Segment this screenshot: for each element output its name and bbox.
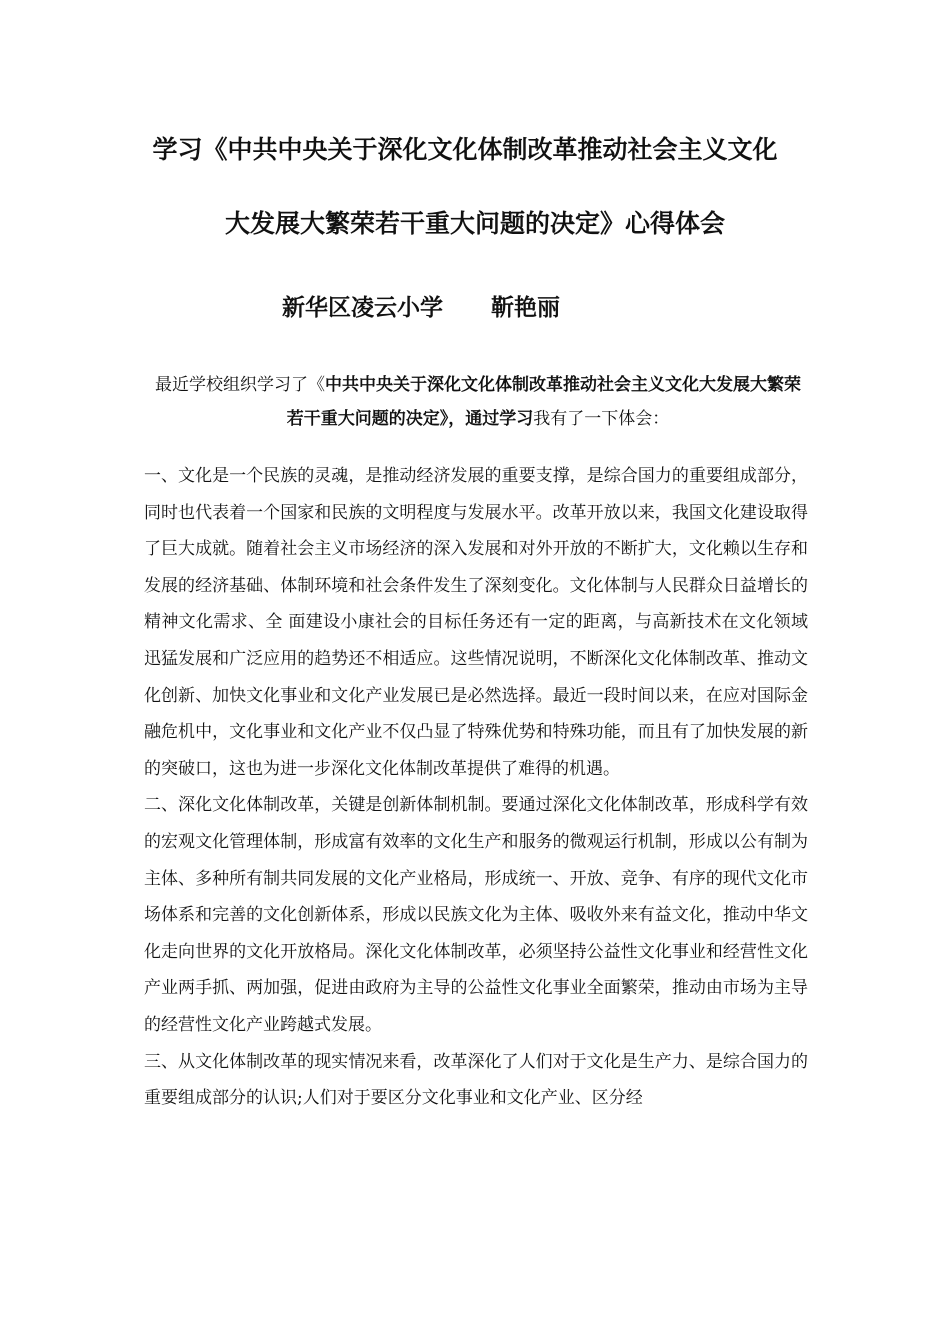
document-title-line-2: 大发展大繁荣若干重大问题的决定》心得体会 [224, 209, 725, 238]
byline [282, 293, 560, 323]
body-paragraph-1: 一、文化是一个民族的灵魂，是推动经济发展的重要支撑，是综合国力的重要组成部分，同时也代表着一个国家和民族的文明程度与发展水平。改革开放以来，我国文化建设取得了巨大成就。随着社会主义市场经济的深入发展和对外开放的不断扩大，文化赖以生存和发展的经济基础、体制环境和社会条件发生了深刻变化。文化体制与人民群众日益增长的精神文化需求、全 面建设小康社会的目标任务还有一定的距离，与高新技术在文化领域迅猛发展和广泛应用的趋势还不相适应。这些情况说明，不断深化文化体制改革、推动文化创新、加快文化事业和文化产业发展已是必然选择。最近一段时间以来，在应对国际金融危机中，文化事业和文化产业不仅凸显了特殊优势和特殊功能，而且有了加快发展的新的突破口，这也为进一步深化文化体制改革提供了难得的机遇。 [144, 466, 808, 779]
body-paragraph-2: 二、深化文化体制改革，关键是创新体制机制。要通过深化文化体制改革，形成科学有效的宏观文化管理体制，形成富有效率的文化生产和服务的微观运行机制，形成以公有制为主体、多种所有制共同发展的文化产业格局，形成统一、开放、竞争、有序的现代文化市场体系和完善的文化创新体系，形成以民族文化为主体、吸收外来有益文化，推动中华文化走向世界的文化开放格局。深化文化体制改革，必须坚持公益性文化事业和经营性文化产业两手抓、两加强，促进由政府为主导的公益性文化事业全面繁荣，推动由市场为主导的经营性文化产业跨越式发展。 [144, 795, 808, 1035]
body-text [144, 458, 808, 1117]
intro-prefix: 最近学校组织学习了《 [155, 375, 325, 395]
body-paragraph-3: 三、从文化体制改革的现实情况来看，改革深化了人们对于文化是生产力、是综合国力的重要组成部分的认识;人们对于要区分文化事业和文化产业、区分经 [144, 1051, 808, 1109]
intro-suffix: 我有了一下体会： [533, 409, 670, 429]
byline-school: 新华区凌云小学 [282, 295, 443, 321]
byline-author: 靳艳丽 [491, 295, 560, 321]
intro-bold-text: 中共中央关于深化文化体制改革推动社会主义文化大发展大繁荣若干重大问题的决定》，通过学习 [286, 375, 801, 429]
document-title-line-1: 学习《中共中央关于深化文化体制改革推动社会主义文化 [152, 135, 778, 164]
intro-paragraph [148, 368, 808, 436]
